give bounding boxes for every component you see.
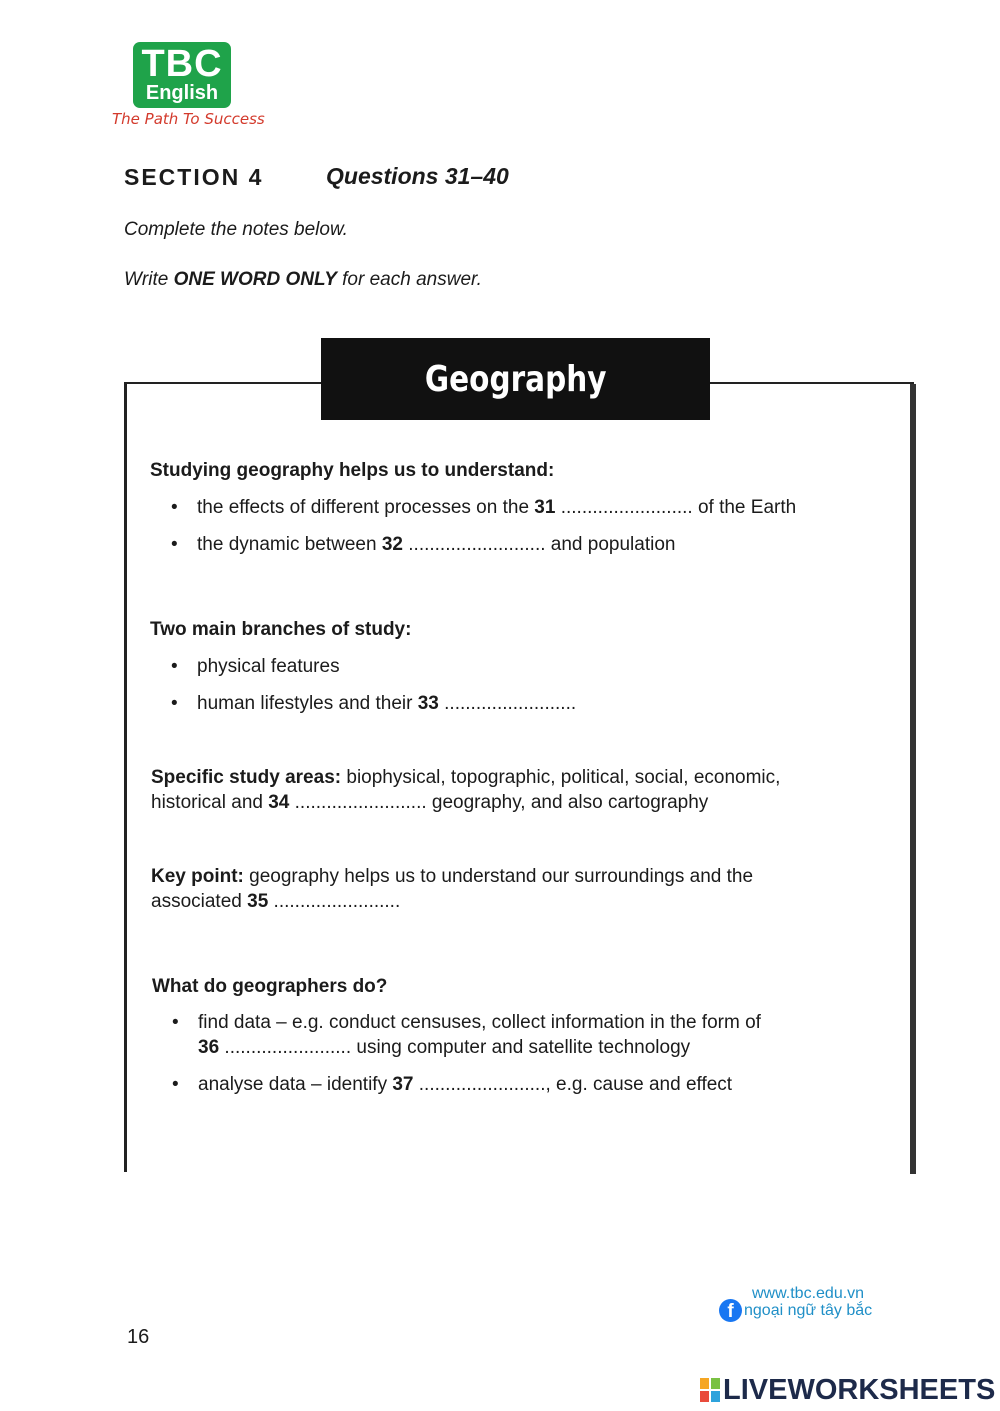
specific-areas-q34: historical and 34 ......................... geography, and also cartography <box>151 792 709 813</box>
bullet-q32: • the dynamic between 32 .......................... and population <box>171 534 676 555</box>
frame-top-left <box>124 382 322 384</box>
notes-title: Geography <box>424 358 607 400</box>
bullet-q37: • analyse data – identify 37 ........................, e.g. cause and effect <box>172 1074 733 1095</box>
bullet-physical: • physical features <box>171 656 340 677</box>
tbc-logo <box>133 42 231 108</box>
heading-geographers: What do geographers do? <box>152 976 388 997</box>
logo-bottom-text: English <box>145 82 219 104</box>
heading-branches: Two main branches of study: <box>150 619 412 640</box>
logo-tagline: The Path To Success <box>112 110 265 128</box>
frame-right <box>910 384 916 1174</box>
key-point-q35: associated 35 ........................ <box>151 891 401 912</box>
questions-range: Questions 31–40 <box>326 163 509 189</box>
facebook-page-link[interactable]: ngoại ngữ tây bắc <box>744 1302 873 1319</box>
instruction-word-limit: Write ONE WORD ONLY for each answer. <box>124 269 482 290</box>
frame-left <box>124 382 127 1172</box>
specific-areas-line1: Specific study areas: biophysical, topographic, political, social, economic, <box>151 767 781 788</box>
liveworksheets-brand: LIVEWORKSHEETS <box>723 1374 996 1406</box>
notes-title-banner <box>321 338 710 420</box>
logo-top-text: TBC <box>141 43 223 85</box>
liveworksheets-icon <box>700 1378 720 1402</box>
facebook-icon: f <box>719 1299 742 1322</box>
section-title: SECTION 4 <box>124 164 264 190</box>
bullet-q36: • find data – e.g. conduct censuses, collect information in the form of 36 ........................ using computer and satellite technology <box>172 1012 761 1058</box>
frame-top-right <box>710 382 914 384</box>
bullet-q31: • the effects of different processes on the 31 ......................... of the Earth <box>171 497 797 518</box>
bullet-q33: • human lifestyles and their 33 ......................... <box>171 693 577 714</box>
key-point-line1: Key point: geography helps us to understand our surroundings and the <box>151 866 754 887</box>
page-number: 16 <box>127 1326 150 1348</box>
heading-understand: Studying geography helps us to understand: <box>150 460 555 481</box>
instruction-complete: Complete the notes below. <box>124 219 348 240</box>
website-link[interactable]: www.tbc.edu.vn <box>752 1285 865 1302</box>
